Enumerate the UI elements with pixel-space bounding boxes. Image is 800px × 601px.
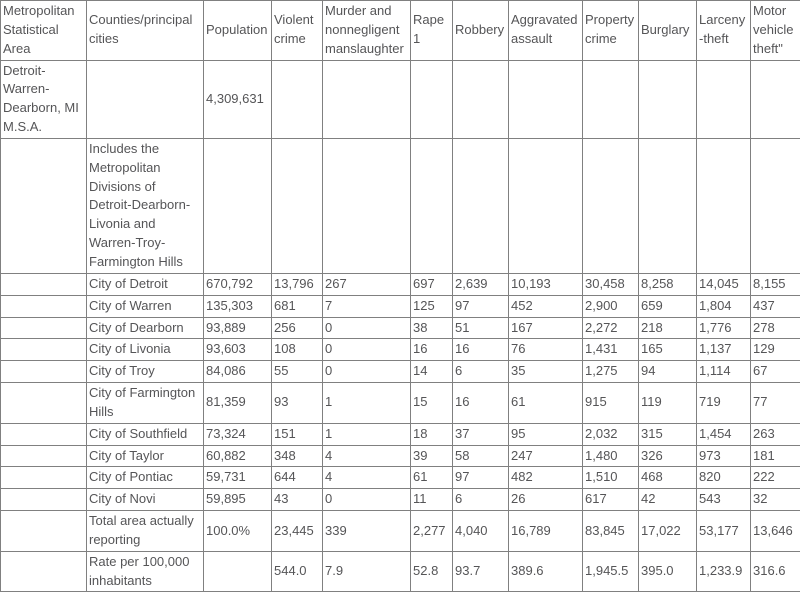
table-cell: 23,445 — [272, 511, 323, 552]
table-cell: 14 — [411, 361, 453, 383]
table-cell: 181 — [751, 445, 800, 467]
table-cell: City of Troy — [87, 361, 204, 383]
table-cell: 13,796 — [272, 273, 323, 295]
table-cell — [453, 138, 509, 273]
table-cell: 59,731 — [204, 467, 272, 489]
table-cell: 93,889 — [204, 317, 272, 339]
table-row — [1, 489, 800, 511]
table-cell: 0 — [323, 339, 411, 361]
table-cell: 43 — [272, 489, 323, 511]
table-cell: 452 — [509, 295, 583, 317]
table-row — [1, 423, 800, 445]
table-cell: 7.9 — [323, 551, 411, 592]
table-cell: 247 — [509, 445, 583, 467]
table-cell: 1,114 — [697, 361, 751, 383]
table-cell: 278 — [751, 317, 800, 339]
table-body — [1, 60, 800, 592]
table-cell: 135,303 — [204, 295, 272, 317]
table-cell — [204, 551, 272, 592]
table-cell: Detroit-Warren-Dearborn, MI M.S.A. — [1, 60, 87, 138]
column-header: Metropolitan Statistical Area — [1, 1, 87, 61]
table-cell: 8,155 — [751, 273, 800, 295]
table-cell: 76 — [509, 339, 583, 361]
table-cell: 55 — [272, 361, 323, 383]
table-cell: 339 — [323, 511, 411, 552]
table-cell — [87, 60, 204, 138]
table-cell — [1, 511, 87, 552]
table-cell: 437 — [751, 295, 800, 317]
table-cell — [1, 317, 87, 339]
table-cell: 1,454 — [697, 423, 751, 445]
table-cell: 681 — [272, 295, 323, 317]
table-cell: 820 — [697, 467, 751, 489]
table-cell — [1, 423, 87, 445]
table-cell: 222 — [751, 467, 800, 489]
table-cell: 1 — [323, 383, 411, 424]
table-cell — [1, 445, 87, 467]
table-cell: 10,193 — [509, 273, 583, 295]
table-cell: 119 — [639, 383, 697, 424]
table-cell: 2,900 — [583, 295, 639, 317]
table-cell — [583, 138, 639, 273]
table-cell: 973 — [697, 445, 751, 467]
table-cell: 81,359 — [204, 383, 272, 424]
table-cell: 11 — [411, 489, 453, 511]
table-cell: 97 — [453, 295, 509, 317]
table-cell: 1,776 — [697, 317, 751, 339]
table-cell: 100.0% — [204, 511, 272, 552]
column-header: Rape1 — [411, 1, 453, 61]
column-header: Property crime — [583, 1, 639, 61]
table-cell — [411, 60, 453, 138]
table-cell: 6 — [453, 489, 509, 511]
table-cell — [1, 273, 87, 295]
table-cell: 0 — [323, 317, 411, 339]
table-cell: 93 — [272, 383, 323, 424]
table-cell — [1, 295, 87, 317]
table-cell: 543 — [697, 489, 751, 511]
table-cell — [272, 138, 323, 273]
column-header: Murder and nonnegligent manslaughter — [323, 1, 411, 61]
table-cell: 2,032 — [583, 423, 639, 445]
table-cell: City of Dearborn — [87, 317, 204, 339]
table-cell: 7 — [323, 295, 411, 317]
table-cell: City of Taylor — [87, 445, 204, 467]
table-cell: 1,480 — [583, 445, 639, 467]
table-row — [1, 361, 800, 383]
table-cell: 4 — [323, 445, 411, 467]
table-cell: 1,431 — [583, 339, 639, 361]
table-cell — [1, 489, 87, 511]
table-cell: City of Warren — [87, 295, 204, 317]
table-cell — [639, 138, 697, 273]
table-cell: 61 — [411, 467, 453, 489]
table-cell: 67 — [751, 361, 800, 383]
column-header: Motor vehicle theft" — [751, 1, 800, 61]
table-cell: 59,895 — [204, 489, 272, 511]
table-cell: 18 — [411, 423, 453, 445]
table-cell — [751, 60, 800, 138]
table-cell: 73,324 — [204, 423, 272, 445]
table-cell: 0 — [323, 361, 411, 383]
table-cell: 395.0 — [639, 551, 697, 592]
table-cell: 389.6 — [509, 551, 583, 592]
table-cell: 315 — [639, 423, 697, 445]
table-cell: 151 — [272, 423, 323, 445]
table-cell — [751, 138, 800, 273]
table-cell: 52.8 — [411, 551, 453, 592]
table-cell: 53,177 — [697, 511, 751, 552]
table-cell — [509, 60, 583, 138]
table-cell: Includes the Metropolitan Divisions of Detroit-Dearborn-Livonia and Warren-Troy-Farmington Hills — [87, 138, 204, 273]
table-cell: 77 — [751, 383, 800, 424]
table-cell: 348 — [272, 445, 323, 467]
table-cell: 2,639 — [453, 273, 509, 295]
table-row — [1, 60, 800, 138]
table-cell — [1, 138, 87, 273]
table-cell: City of Farmington Hills — [87, 383, 204, 424]
table-cell: 39 — [411, 445, 453, 467]
table-cell: 218 — [639, 317, 697, 339]
table-row — [1, 295, 800, 317]
table-cell: Rate per 100,000 inhabitants — [87, 551, 204, 592]
table-cell: 32 — [751, 489, 800, 511]
table-cell — [1, 467, 87, 489]
table-cell: 1,137 — [697, 339, 751, 361]
table-cell: 8,258 — [639, 273, 697, 295]
table-cell: 1,945.5 — [583, 551, 639, 592]
table-cell: 326 — [639, 445, 697, 467]
table-cell: 256 — [272, 317, 323, 339]
table-cell: 0 — [323, 489, 411, 511]
table-cell: 468 — [639, 467, 697, 489]
column-header: Aggravated assault — [509, 1, 583, 61]
table-cell: 4,040 — [453, 511, 509, 552]
table-row — [1, 138, 800, 273]
table-cell — [509, 138, 583, 273]
table-cell: Total area actually reporting — [87, 511, 204, 552]
table-cell: 26 — [509, 489, 583, 511]
table-cell: 1,275 — [583, 361, 639, 383]
table-cell — [204, 138, 272, 273]
table-cell — [1, 361, 87, 383]
table-cell — [1, 339, 87, 361]
table-cell: 167 — [509, 317, 583, 339]
table-cell: 4,309,631 — [204, 60, 272, 138]
table-cell — [323, 138, 411, 273]
table-cell — [639, 60, 697, 138]
table-cell: 30,458 — [583, 273, 639, 295]
table-cell: 83,845 — [583, 511, 639, 552]
table-cell — [453, 60, 509, 138]
table-cell: 316.6 — [751, 551, 800, 592]
table-cell: City of Detroit — [87, 273, 204, 295]
table-cell: 58 — [453, 445, 509, 467]
table-cell: City of Livonia — [87, 339, 204, 361]
column-header: Burglary — [639, 1, 697, 61]
table-cell: 697 — [411, 273, 453, 295]
table-cell: 14,045 — [697, 273, 751, 295]
table-cell — [1, 383, 87, 424]
table-cell: 17,022 — [639, 511, 697, 552]
table-cell: 16 — [411, 339, 453, 361]
table-cell: 108 — [272, 339, 323, 361]
table-cell: 267 — [323, 273, 411, 295]
table-cell: 2,277 — [411, 511, 453, 552]
table-cell: 93,603 — [204, 339, 272, 361]
table-row — [1, 445, 800, 467]
table-cell: 51 — [453, 317, 509, 339]
table-cell: 165 — [639, 339, 697, 361]
table-cell: 659 — [639, 295, 697, 317]
table-cell: 1 — [323, 423, 411, 445]
table-cell: 1,510 — [583, 467, 639, 489]
table-row — [1, 273, 800, 295]
table-cell — [411, 138, 453, 273]
table-row — [1, 317, 800, 339]
table-cell: 4 — [323, 467, 411, 489]
table-cell: City of Southfield — [87, 423, 204, 445]
table-cell — [1, 551, 87, 592]
table-cell: 1,804 — [697, 295, 751, 317]
table-cell: 125 — [411, 295, 453, 317]
table-cell: 670,792 — [204, 273, 272, 295]
table-cell — [697, 60, 751, 138]
table-cell: City of Pontiac — [87, 467, 204, 489]
table-cell: 94 — [639, 361, 697, 383]
table-cell: 1,233.9 — [697, 551, 751, 592]
table-cell: 915 — [583, 383, 639, 424]
table-cell: 13,646 — [751, 511, 800, 552]
table-cell: 644 — [272, 467, 323, 489]
column-header: Robbery — [453, 1, 509, 61]
table-cell: 42 — [639, 489, 697, 511]
table-row — [1, 511, 800, 552]
table-cell: 84,086 — [204, 361, 272, 383]
table-cell — [697, 138, 751, 273]
column-header: Violent crime — [272, 1, 323, 61]
table-row — [1, 383, 800, 424]
table-cell: 263 — [751, 423, 800, 445]
table-cell: 38 — [411, 317, 453, 339]
column-header: Counties/principal cities — [87, 1, 204, 61]
table-cell: 93.7 — [453, 551, 509, 592]
table-cell: 719 — [697, 383, 751, 424]
column-header: Population — [204, 1, 272, 61]
table-cell: 61 — [509, 383, 583, 424]
table-cell: 95 — [509, 423, 583, 445]
column-header: Larceny-theft — [697, 1, 751, 61]
table-cell: 35 — [509, 361, 583, 383]
table-cell: 2,272 — [583, 317, 639, 339]
table-row — [1, 551, 800, 592]
table-cell: 16 — [453, 383, 509, 424]
table-row — [1, 467, 800, 489]
table-cell — [272, 60, 323, 138]
table-cell — [583, 60, 639, 138]
table-cell — [323, 60, 411, 138]
table-cell: City of Novi — [87, 489, 204, 511]
table-cell: 97 — [453, 467, 509, 489]
table-cell: 15 — [411, 383, 453, 424]
table-cell: 16 — [453, 339, 509, 361]
table-cell: 16,789 — [509, 511, 583, 552]
table-cell: 129 — [751, 339, 800, 361]
table-cell: 37 — [453, 423, 509, 445]
table-cell: 617 — [583, 489, 639, 511]
table-cell: 482 — [509, 467, 583, 489]
table-cell: 60,882 — [204, 445, 272, 467]
header-row — [1, 1, 800, 61]
table-row — [1, 339, 800, 361]
table-cell: 6 — [453, 361, 509, 383]
table-cell: 544.0 — [272, 551, 323, 592]
